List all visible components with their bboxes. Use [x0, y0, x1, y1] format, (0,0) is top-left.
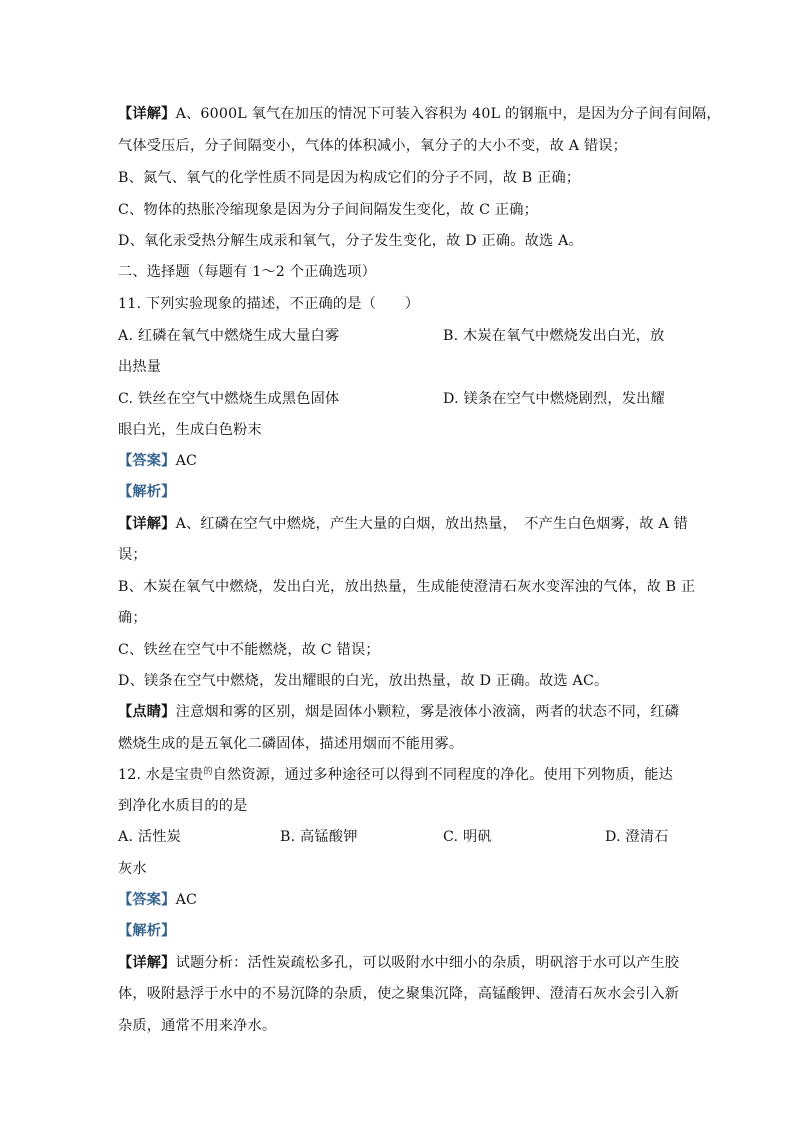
- q10-detail-line-5: D、氧化汞受热分解生成汞和氧气，分子发生变化，故 D 正确。故选 A。: [118, 233, 583, 249]
- q11-option-a: A. 红磷在氧气中燃烧生成大量白雾: [118, 328, 340, 344]
- q12-option-c: C. 明矾: [443, 829, 492, 845]
- q11-detail-line-3: B、木炭在氧气中燃烧，发出白光，放出热量，生成能使澄清石灰水变浑浊的气体，故 B 正: [118, 579, 696, 595]
- q12-stem-part-a: 12. 水是宝贵: [118, 767, 204, 783]
- q12-option-a: A. 活性炭: [118, 829, 182, 845]
- q12-stem-line-1: [118, 765, 673, 785]
- q10-detail-line-4: C、物体的热胀冷缩现象是因为分子间间隔发生变化，故 C 正确；: [118, 202, 538, 218]
- q10-detail-text-1: A、6000L 氧气在加压的情况下可装入容积为 40L 的钢瓶中，是因为分子间有间隔，: [175, 106, 721, 122]
- q10-detail-line-3: B、氮气、氧气的化学性质不同是因为构成它们的分子不同，故 B 正确；: [118, 170, 581, 186]
- q11-note-line-2: 燃烧生成的是五氧化二磷固体，描述用烟而不能用雾。: [118, 736, 464, 752]
- q12-stem-sup: 的: [203, 767, 213, 777]
- analysis-tag: 【解析】: [118, 484, 176, 500]
- q12-answer: [118, 890, 197, 910]
- q11-option-c: C. 铁丝在空气中燃烧生成黑色固体: [118, 391, 340, 407]
- q11-option-d: D. 镁条在空气中燃烧剧烈，发出耀: [443, 391, 665, 407]
- q10-detail-line-2: 气体受压后，分子间隔变小，气体的体积减小，氧分子的大小不变，故 A 错误；: [118, 138, 628, 154]
- q10-detail-line-1: [118, 104, 721, 124]
- q11-detail-line-2: 误；: [118, 547, 147, 563]
- detail-tag: 【详解】: [118, 106, 176, 122]
- q12-stem-part-b: 自然资源，通过多种途径可以得到不同程度的净化。使用下列物质，能达: [212, 767, 674, 783]
- q11-answer-value: AC: [175, 453, 198, 469]
- q11-answer: [118, 451, 197, 471]
- q12-answer-value: AC: [175, 892, 198, 908]
- q11-detail-line-6: D、镁条在空气中燃烧，发出耀眼的白光，放出热量，故 D 正确。故选 AC。: [118, 673, 609, 689]
- q12-detail-line-3: 杂质，通常不用来净水。: [118, 1018, 277, 1034]
- analysis-tag: 【解析】: [118, 923, 176, 939]
- q11-stem: 11. 下列实验现象的描述，不正确的是（ ）: [118, 296, 420, 312]
- detail-tag: 【详解】: [118, 955, 176, 971]
- q11-detail-text-1: A、红磷在空气中燃烧，产生大量的白烟，放出热量， 不产生白色烟雾，故 A 错: [175, 516, 688, 532]
- q11-detail-line-4: 确；: [118, 610, 147, 626]
- q12-analysis-tag: [118, 921, 176, 941]
- answer-tag: 【答案】: [118, 892, 176, 908]
- q11-analysis-tag: [118, 482, 176, 502]
- q11-option-d-cont: 眼白光，生成白色粉末: [118, 422, 262, 438]
- q11-option-b-cont: 出热量: [118, 359, 162, 375]
- q12-option-d: D. 澄清石: [605, 829, 669, 845]
- note-tag: 【点睛】: [118, 704, 176, 720]
- section-heading: 二、选择题（每题有 1～2 个正确选项）: [118, 264, 377, 280]
- q12-option-d-cont: 灰水: [118, 861, 147, 877]
- answer-tag: 【答案】: [118, 453, 176, 469]
- q12-option-b: B. 高锰酸钾: [280, 829, 358, 845]
- q12-detail-line-1: [118, 953, 679, 973]
- q11-option-b: B. 木炭在氧气中燃烧发出白光，放: [443, 328, 665, 344]
- q12-stem-line-2: 到净化水质目的的是: [118, 798, 248, 814]
- q12-detail-text-1: 试题分析：活性炭疏松多孔，可以吸附水中细小的杂质，明矾溶于水可以产生胶: [175, 955, 680, 971]
- detail-tag: 【详解】: [118, 516, 176, 532]
- q11-detail-line-5: C、铁丝在空气中不能燃烧，故 C 错误；: [118, 642, 380, 658]
- q12-detail-line-2: 体，吸附悬浮于水中的不易沉降的杂质，使之聚集沉降，高锰酸钾、澄清石灰水会引入新: [118, 986, 680, 1002]
- q11-note-line-1: [118, 702, 679, 722]
- q11-detail-line-1: [118, 514, 688, 534]
- q11-note-text-1: 注意烟和雾的区别，烟是固体小颗粒，雾是液体小液滴，两者的状态不同，红磷: [175, 704, 680, 720]
